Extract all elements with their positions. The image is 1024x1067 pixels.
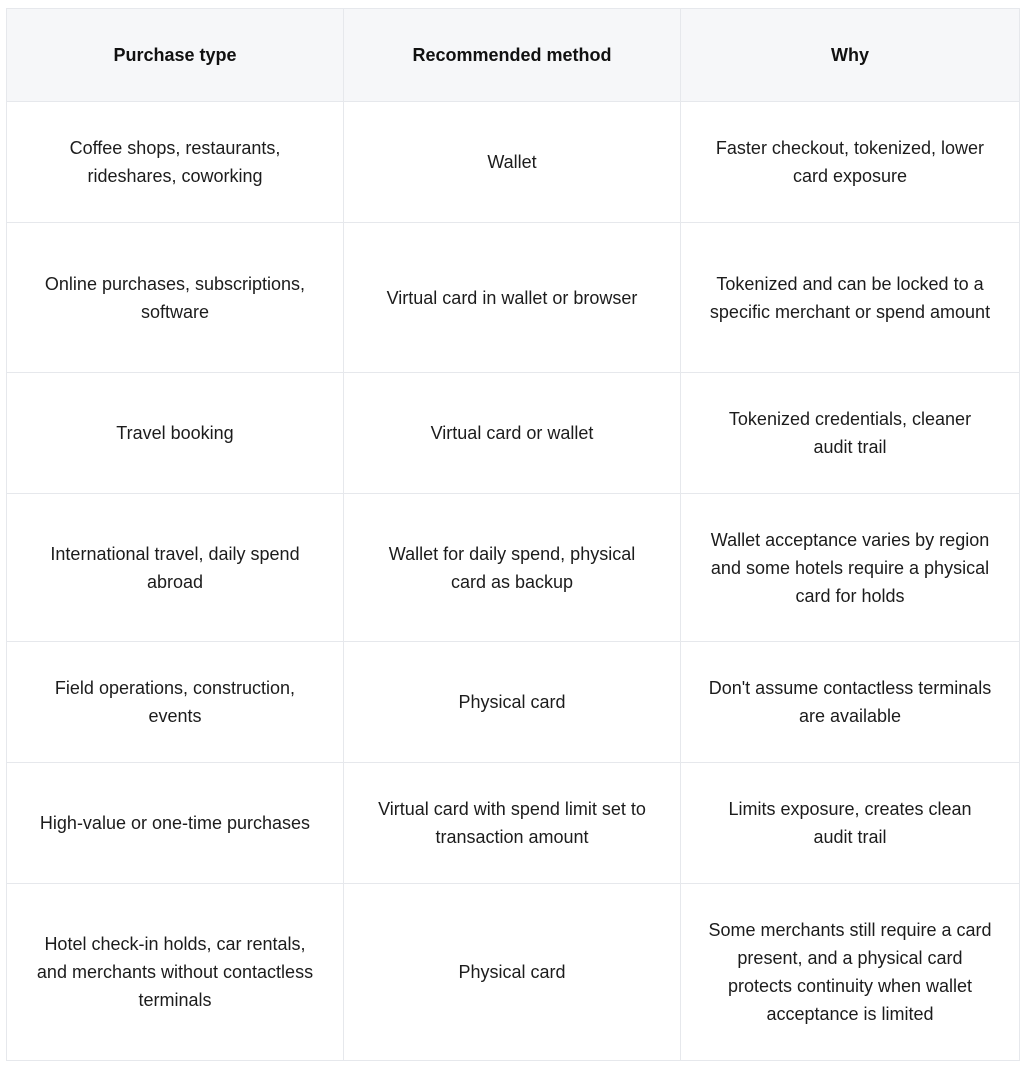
cell-why: Don't assume contactless terminals are available: [681, 642, 1020, 763]
cell-recommended-method: Wallet: [344, 102, 681, 223]
table-row: [7, 642, 1020, 763]
cell-recommended-method: Physical card: [344, 642, 681, 763]
table-row: [7, 884, 1020, 1061]
header-why: Why: [681, 9, 1020, 102]
cell-recommended-method: Wallet for daily spend, physical card as backup: [344, 494, 681, 642]
cell-recommended-method: Physical card: [344, 884, 681, 1061]
cell-recommended-method: Virtual card or wallet: [344, 373, 681, 494]
cell-purchase-type: Field operations, construction, events: [7, 642, 344, 763]
table-row: [7, 763, 1020, 884]
cell-why: Tokenized and can be locked to a specific merchant or spend amount: [681, 223, 1020, 373]
cell-recommended-method: Virtual card in wallet or browser: [344, 223, 681, 373]
table-row: [7, 373, 1020, 494]
cell-purchase-type: High-value or one-time purchases: [7, 763, 344, 884]
cell-purchase-type: Hotel check-in holds, car rentals, and merchants without contactless terminals: [7, 884, 344, 1061]
header-purchase-type: Purchase type: [7, 9, 344, 102]
cell-why: Some merchants still require a card present, and a physical card protects continuity when wallet acceptance is limited: [681, 884, 1020, 1061]
purchase-method-table: [6, 8, 1020, 1061]
header-row: [7, 9, 1020, 102]
comparison-table-container: [6, 8, 1019, 1061]
cell-purchase-type: Coffee shops, restaurants, rideshares, coworking: [7, 102, 344, 223]
cell-purchase-type: International travel, daily spend abroad: [7, 494, 344, 642]
cell-why: Limits exposure, creates clean audit trail: [681, 763, 1020, 884]
table-row: [7, 494, 1020, 642]
cell-why: Wallet acceptance varies by region and some hotels require a physical card for holds: [681, 494, 1020, 642]
cell-recommended-method: Virtual card with spend limit set to transaction amount: [344, 763, 681, 884]
cell-purchase-type: Online purchases, subscriptions, software: [7, 223, 344, 373]
table-row: [7, 102, 1020, 223]
table-header: [7, 9, 1020, 102]
cell-purchase-type: Travel booking: [7, 373, 344, 494]
table-row: [7, 223, 1020, 373]
table-body: [7, 102, 1020, 1061]
cell-why: Tokenized credentials, cleaner audit trail: [681, 373, 1020, 494]
cell-why: Faster checkout, tokenized, lower card exposure: [681, 102, 1020, 223]
header-recommended-method: Recommended method: [344, 9, 681, 102]
